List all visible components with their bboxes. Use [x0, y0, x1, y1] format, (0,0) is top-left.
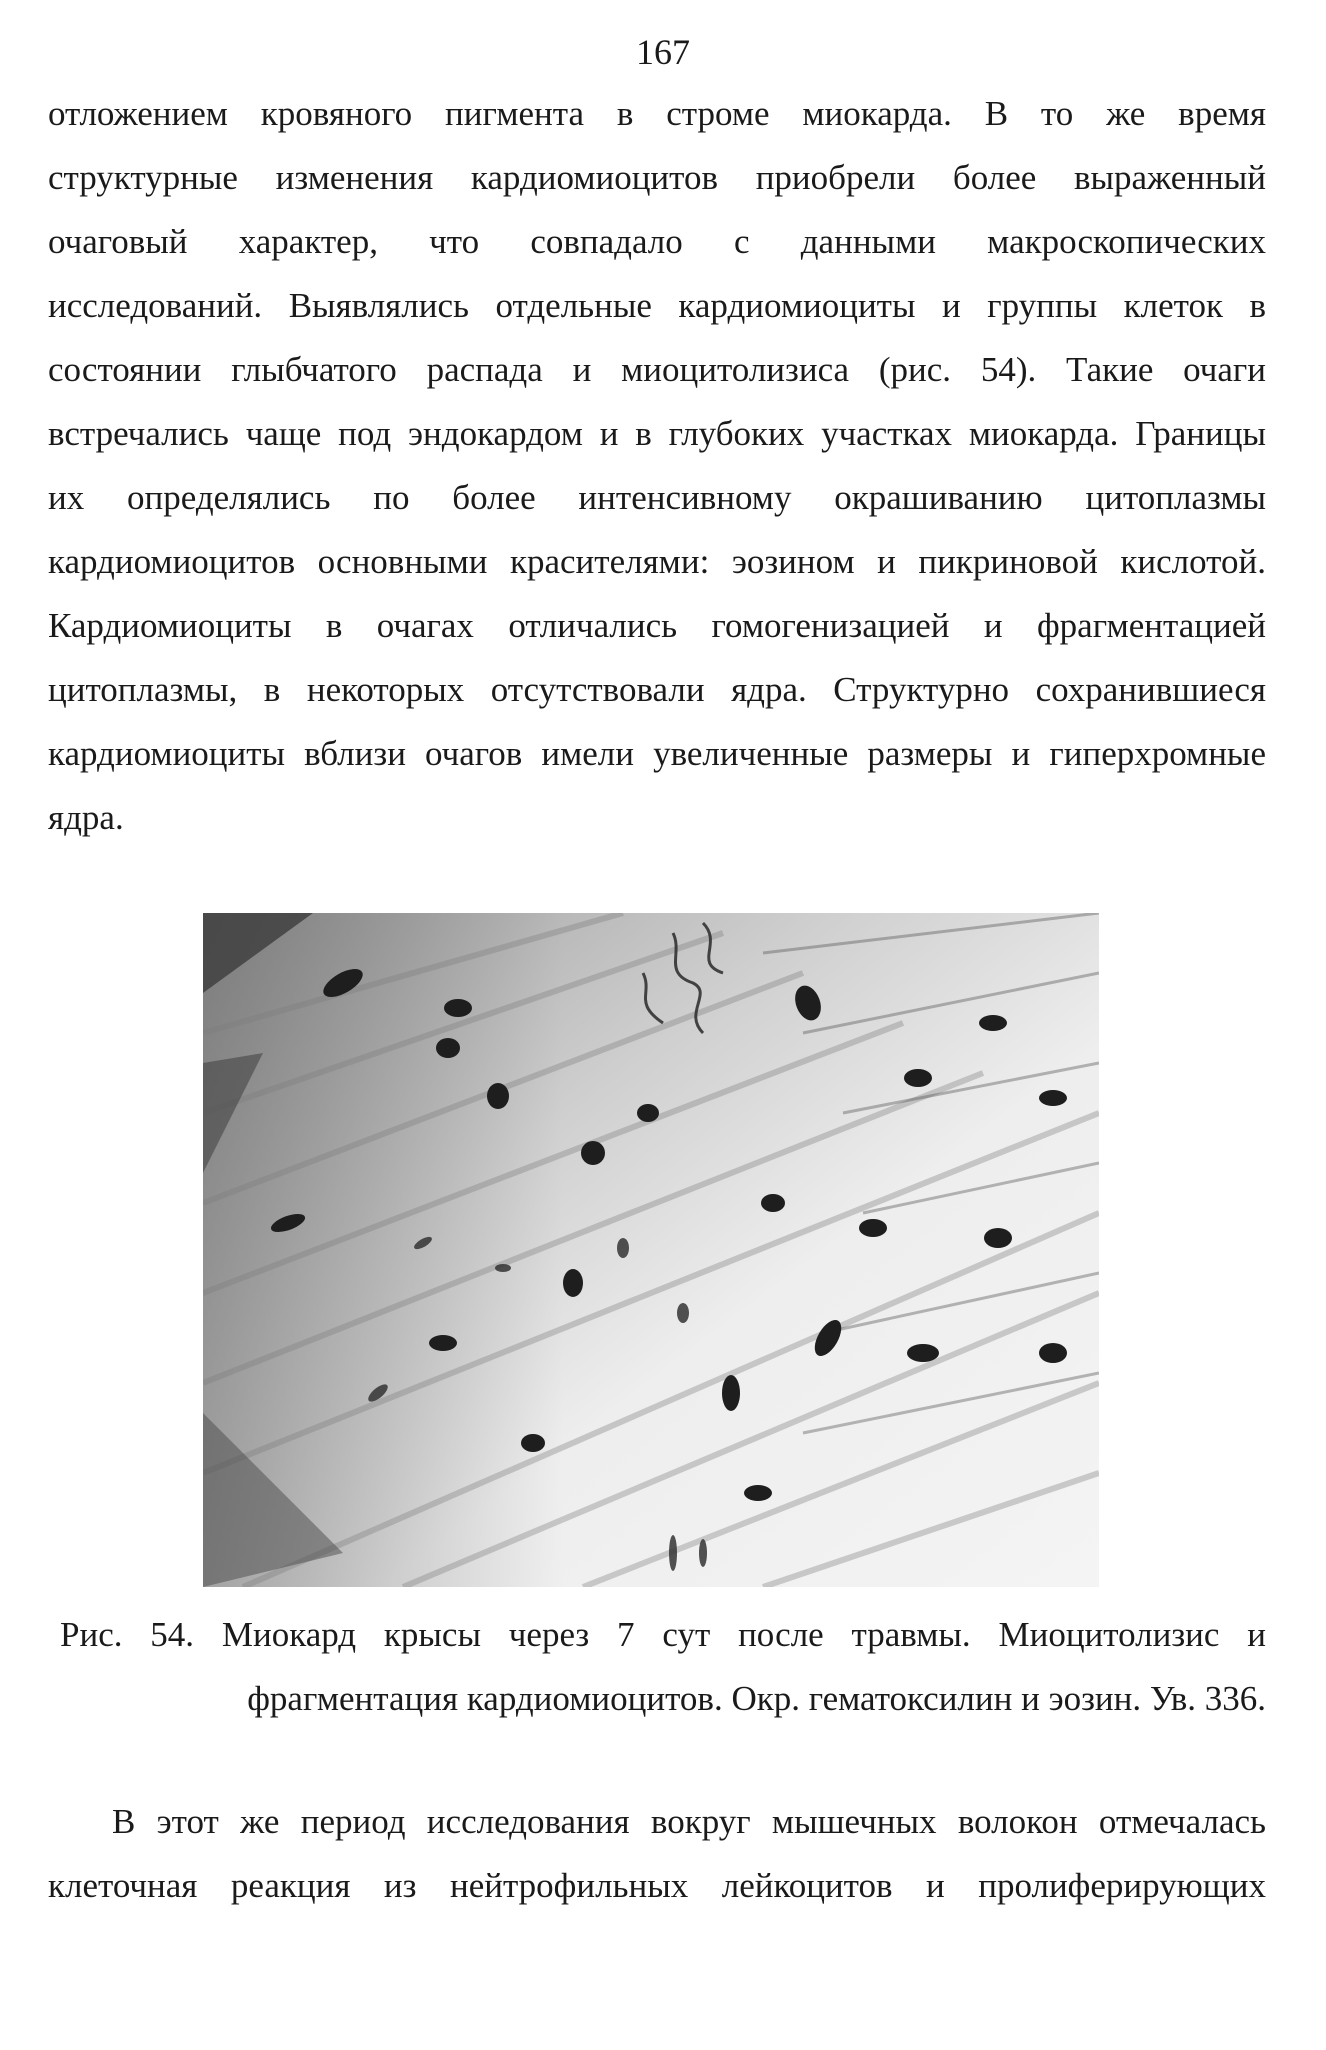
- text-line: их определялись по более интенсивному окрашиванию цитоплазмы: [48, 478, 1266, 517]
- text-line: отложением кровяного пигмента в строме миокарда. В то же время: [48, 94, 1266, 133]
- caption-line: фрагментация кардиомиоцитов. Окр. гематоксилин и эозин. Ув. 336.: [247, 1679, 1266, 1718]
- text-line: состоянии глыбчатого распада и миоцитолизиса (рис. 54). Такие очаги: [48, 350, 1266, 389]
- figure-caption: [60, 1603, 1266, 1731]
- text-line: встречались чаще под эндокардом и в глубоких участках миокарда. Границы: [48, 414, 1266, 453]
- text-line: исследований. Выявлялись отдельные кардиомиоциты и группы клеток в: [48, 286, 1266, 325]
- text-line: клеточная реакция из нейтрофильных лейкоцитов и пролиферирующих: [48, 1866, 1266, 1905]
- caption-line: Рис. 54. Миокард крысы через 7 сут после травмы. Миоцитолизис и: [60, 1615, 1266, 1654]
- text-line: цитоплазмы, в некоторых отсутствовали ядра. Структурно сохранившиеся: [48, 670, 1266, 709]
- text-line: очаговый характер, что совпадало с данными макроскопических: [48, 222, 1266, 261]
- text-line: структурные изменения кардиомиоцитов приобрели более выраженный: [48, 158, 1266, 197]
- page-number: 167: [636, 32, 690, 72]
- micrograph-image: [203, 913, 1099, 1587]
- text-line: В этот же период исследования вокруг мышечных волокон отмечалась: [112, 1802, 1266, 1841]
- micrograph-figure-54: [203, 913, 1099, 1587]
- text-line: кардиомиоциты вблизи очагов имели увеличенные размеры и гиперхромные: [48, 734, 1266, 773]
- paragraph-cellular-reaction: [48, 1790, 1266, 1918]
- paragraph-myocardium-changes: [48, 82, 1266, 850]
- text-line: кардиомиоцитов основными красителями: эозином и пикриновой кислотой.: [48, 542, 1266, 581]
- text-line: ядра.: [48, 798, 124, 837]
- text-line: Кардиомиоциты в очагах отличались гомогенизацией и фрагментацией: [48, 606, 1266, 645]
